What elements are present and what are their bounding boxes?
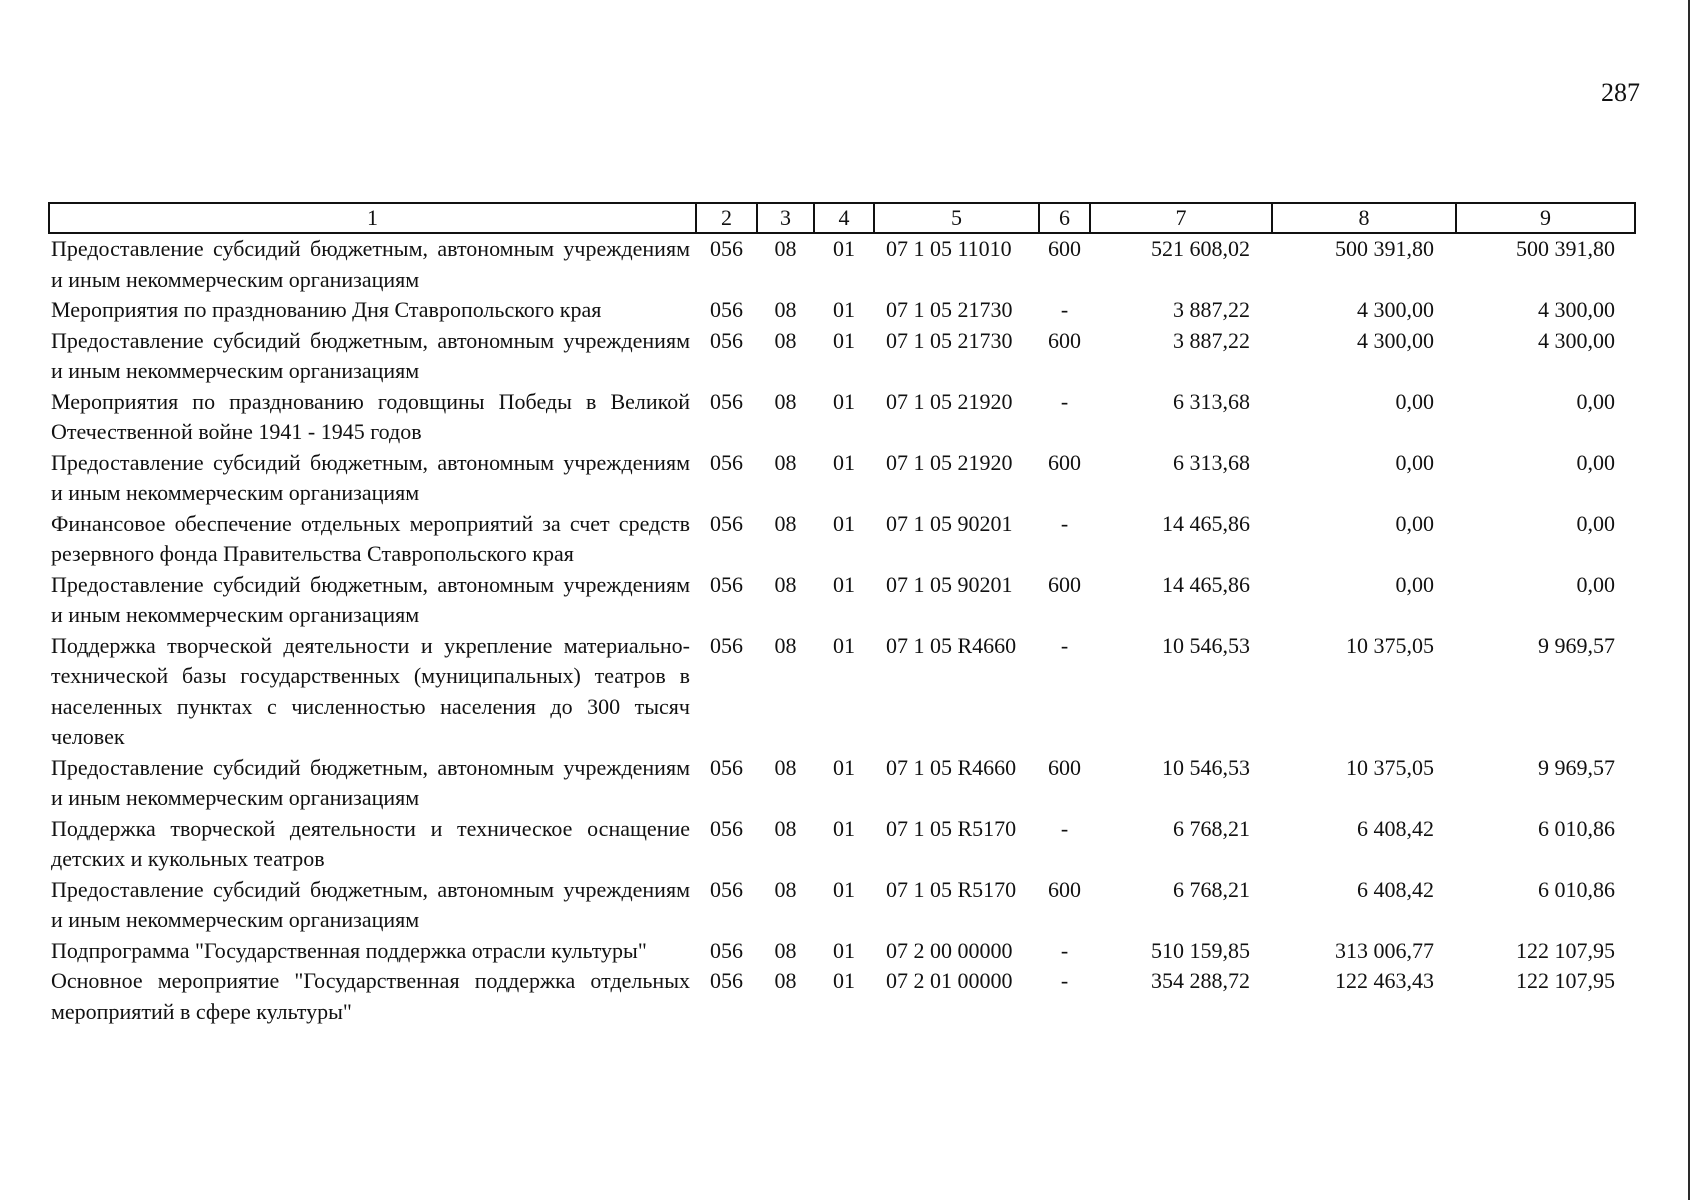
row-section: 08 xyxy=(774,388,797,414)
row-subsection: 01 xyxy=(833,449,855,475)
row-name: Поддержка творческой деятельности и укрепление материально-технической базы государственных (муниципальных) театров в населенных пунктах с численностью населения до 300 тысяч человек xyxy=(51,632,690,749)
row-section: 08 xyxy=(774,297,797,322)
table-row xyxy=(49,936,1635,967)
row-subsection: 01 xyxy=(833,510,855,536)
header-col-8: 8 xyxy=(1272,203,1456,233)
row-amount-col8: 4 300,00 xyxy=(1357,297,1434,322)
row-expense-type: - xyxy=(1060,937,1069,963)
row-target-article: 07 1 05 R4660 xyxy=(886,632,1017,658)
row-target-article: 07 1 05 21920 xyxy=(886,449,1013,475)
header-col-4: 4 xyxy=(814,203,874,233)
row-amount-col8: 6 408,42 xyxy=(1357,815,1434,841)
row-grbs: 056 xyxy=(710,571,743,597)
table-row xyxy=(49,570,1635,631)
row-amount-col9: 122 107,95 xyxy=(1516,968,1615,993)
row-expense-type: - xyxy=(1060,388,1069,414)
row-expense-type: 600 xyxy=(1048,876,1081,902)
row-grbs: 056 xyxy=(710,297,743,322)
header-col-1: 1 xyxy=(49,203,696,233)
row-section: 08 xyxy=(774,571,797,597)
row-name: Поддержка творческой деятельности и техническое оснащение детских и кукольных театров xyxy=(51,815,690,871)
row-subsection: 01 xyxy=(833,968,855,993)
row-amount-col9: 4 300,00 xyxy=(1538,297,1615,322)
row-target-article: 07 1 05 21730 xyxy=(886,297,1013,322)
row-target-article: 07 1 05 R4660 xyxy=(886,754,1017,780)
row-name: Предоставление субсидий бюджетным, автономным учреждениям и иным некоммерческим организациям xyxy=(51,571,690,627)
row-amount-col7: 14 465,86 xyxy=(1162,571,1250,597)
row-name: Подпрограмма "Государственная поддержка отрасли культуры" xyxy=(51,937,647,963)
row-section: 08 xyxy=(774,937,797,963)
table-row xyxy=(49,966,1635,1027)
row-grbs: 056 xyxy=(710,449,743,475)
row-amount-col9: 0,00 xyxy=(1576,510,1615,536)
header-col-2: 2 xyxy=(696,203,757,233)
row-expense-type: 600 xyxy=(1048,327,1081,353)
row-subsection: 01 xyxy=(833,876,855,902)
row-expense-type: - xyxy=(1060,968,1069,993)
table-row xyxy=(49,631,1635,753)
table-row xyxy=(49,448,1635,509)
row-name: Предоставление субсидий бюджетным, автономным учреждениям и иным некоммерческим организациям xyxy=(51,327,690,383)
row-section: 08 xyxy=(774,449,797,475)
row-target-article: 07 1 05 11010 xyxy=(886,236,1012,261)
row-grbs: 056 xyxy=(710,937,743,963)
row-subsection: 01 xyxy=(833,388,855,414)
row-subsection: 01 xyxy=(833,754,855,780)
row-grbs: 056 xyxy=(710,815,743,841)
row-subsection: 01 xyxy=(833,236,855,261)
row-subsection: 01 xyxy=(833,571,855,597)
row-target-article: 07 1 05 21920 xyxy=(886,388,1013,414)
row-amount-col7: 3 887,22 xyxy=(1173,327,1250,353)
row-section: 08 xyxy=(774,510,797,536)
row-amount-col8: 0,00 xyxy=(1395,571,1434,597)
row-amount-col9: 9 969,57 xyxy=(1538,632,1615,658)
table-header xyxy=(49,203,1635,233)
row-amount-col8: 0,00 xyxy=(1395,388,1434,414)
row-grbs: 056 xyxy=(710,510,743,536)
row-section: 08 xyxy=(774,754,797,780)
table-body xyxy=(49,233,1635,1027)
row-section: 08 xyxy=(774,815,797,841)
row-expense-type: - xyxy=(1060,510,1069,536)
row-amount-col7: 521 608,02 xyxy=(1151,236,1250,261)
row-expense-type: - xyxy=(1060,632,1069,658)
header-col-7: 7 xyxy=(1090,203,1272,233)
row-grbs: 056 xyxy=(710,632,743,658)
row-amount-col9: 0,00 xyxy=(1576,388,1615,414)
row-amount-col8: 500 391,80 xyxy=(1335,236,1434,261)
header-col-3: 3 xyxy=(757,203,814,233)
row-amount-col9: 0,00 xyxy=(1576,449,1615,475)
header-col-6: 6 xyxy=(1039,203,1090,233)
row-expense-type: 600 xyxy=(1048,236,1081,261)
row-amount-col8: 0,00 xyxy=(1395,449,1434,475)
row-target-article: 07 1 05 90201 xyxy=(886,510,1013,536)
row-section: 08 xyxy=(774,327,797,353)
table-row xyxy=(49,387,1635,448)
row-amount-col8: 6 408,42 xyxy=(1357,876,1434,902)
row-expense-type: 600 xyxy=(1048,449,1081,475)
row-amount-col7: 354 288,72 xyxy=(1151,968,1250,993)
row-amount-col7: 510 159,85 xyxy=(1151,937,1250,963)
row-expense-type: 600 xyxy=(1048,571,1081,597)
row-amount-col7: 6 313,68 xyxy=(1173,449,1250,475)
row-name: Мероприятия по празднованию годовщины Победы в Великой Отечественной войне 1941 - 1945 годов xyxy=(51,388,690,444)
row-target-article: 07 2 01 00000 xyxy=(886,968,1013,993)
row-amount-col9: 500 391,80 xyxy=(1516,236,1615,261)
row-grbs: 056 xyxy=(710,388,743,414)
row-amount-col8: 10 375,05 xyxy=(1346,754,1434,780)
row-section: 08 xyxy=(774,632,797,658)
row-amount-col7: 10 546,53 xyxy=(1162,754,1250,780)
row-expense-type: 600 xyxy=(1048,754,1081,780)
row-name: Предоставление субсидий бюджетным, автономным учреждениям и иным некоммерческим организациям xyxy=(51,449,690,505)
row-amount-col8: 122 463,43 xyxy=(1335,968,1434,993)
row-target-article: 07 1 05 90201 xyxy=(886,571,1013,597)
row-target-article: 07 1 05 21730 xyxy=(886,327,1013,353)
row-name: Предоставление субсидий бюджетным, автономным учреждениям и иным некоммерческим организациям xyxy=(51,236,690,292)
row-name: Основное мероприятие "Государственная поддержка отдельных мероприятий в сфере культуры" xyxy=(51,968,690,1024)
row-amount-col9: 4 300,00 xyxy=(1538,327,1615,353)
row-amount-col9: 6 010,86 xyxy=(1538,815,1615,841)
row-grbs: 056 xyxy=(710,968,743,993)
row-section: 08 xyxy=(774,968,797,993)
table-row xyxy=(49,326,1635,387)
table-row xyxy=(49,814,1635,875)
header-col-5: 5 xyxy=(874,203,1039,233)
row-expense-type: - xyxy=(1060,297,1069,322)
budget-table xyxy=(48,202,1636,1027)
row-name: Предоставление субсидий бюджетным, автономным учреждениям и иным некоммерческим организациям xyxy=(51,754,690,810)
row-target-article: 07 1 05 R5170 xyxy=(886,876,1017,902)
row-grbs: 056 xyxy=(710,236,743,261)
row-grbs: 056 xyxy=(710,327,743,353)
row-section: 08 xyxy=(774,876,797,902)
row-grbs: 056 xyxy=(710,754,743,780)
table-row xyxy=(49,753,1635,814)
row-amount-col7: 10 546,53 xyxy=(1162,632,1250,658)
row-amount-col7: 3 887,22 xyxy=(1173,297,1250,322)
row-target-article: 07 2 00 00000 xyxy=(886,937,1013,963)
row-section: 08 xyxy=(774,236,797,261)
table-row xyxy=(49,875,1635,936)
header-row xyxy=(49,203,1635,233)
row-subsection: 01 xyxy=(833,632,855,658)
row-amount-col7: 6 768,21 xyxy=(1173,815,1250,841)
table-row xyxy=(49,509,1635,570)
table-row xyxy=(49,295,1635,326)
row-subsection: 01 xyxy=(833,327,855,353)
row-name: Финансовое обеспечение отдельных мероприятий за счет средств резервного фонда Правительства Ставропольского края xyxy=(51,510,690,566)
header-col-9: 9 xyxy=(1456,203,1635,233)
row-name: Предоставление субсидий бюджетным, автономным учреждениям и иным некоммерческим организациям xyxy=(51,876,690,932)
row-expense-type: - xyxy=(1060,815,1069,841)
row-amount-col9: 6 010,86 xyxy=(1538,876,1615,902)
row-amount-col8: 4 300,00 xyxy=(1357,327,1434,353)
page-edge-line xyxy=(1688,0,1690,1200)
row-amount-col8: 10 375,05 xyxy=(1346,632,1434,658)
row-subsection: 01 xyxy=(833,815,855,841)
row-amount-col8: 0,00 xyxy=(1395,510,1434,536)
row-amount-col7: 6 313,68 xyxy=(1173,388,1250,414)
table-row xyxy=(49,233,1635,295)
row-amount-col9: 0,00 xyxy=(1576,571,1615,597)
row-target-article: 07 1 05 R5170 xyxy=(886,815,1017,841)
row-amount-col9: 9 969,57 xyxy=(1538,754,1615,780)
page-number: 287 xyxy=(1601,78,1640,107)
row-amount-col7: 6 768,21 xyxy=(1173,876,1250,902)
row-grbs: 056 xyxy=(710,876,743,902)
row-name: Мероприятия по празднованию Дня Ставропольского края xyxy=(51,297,602,322)
row-amount-col8: 313 006,77 xyxy=(1335,937,1434,963)
row-amount-col7: 14 465,86 xyxy=(1162,510,1250,536)
row-subsection: 01 xyxy=(833,297,855,322)
row-subsection: 01 xyxy=(833,937,855,963)
row-amount-col9: 122 107,95 xyxy=(1516,937,1615,963)
